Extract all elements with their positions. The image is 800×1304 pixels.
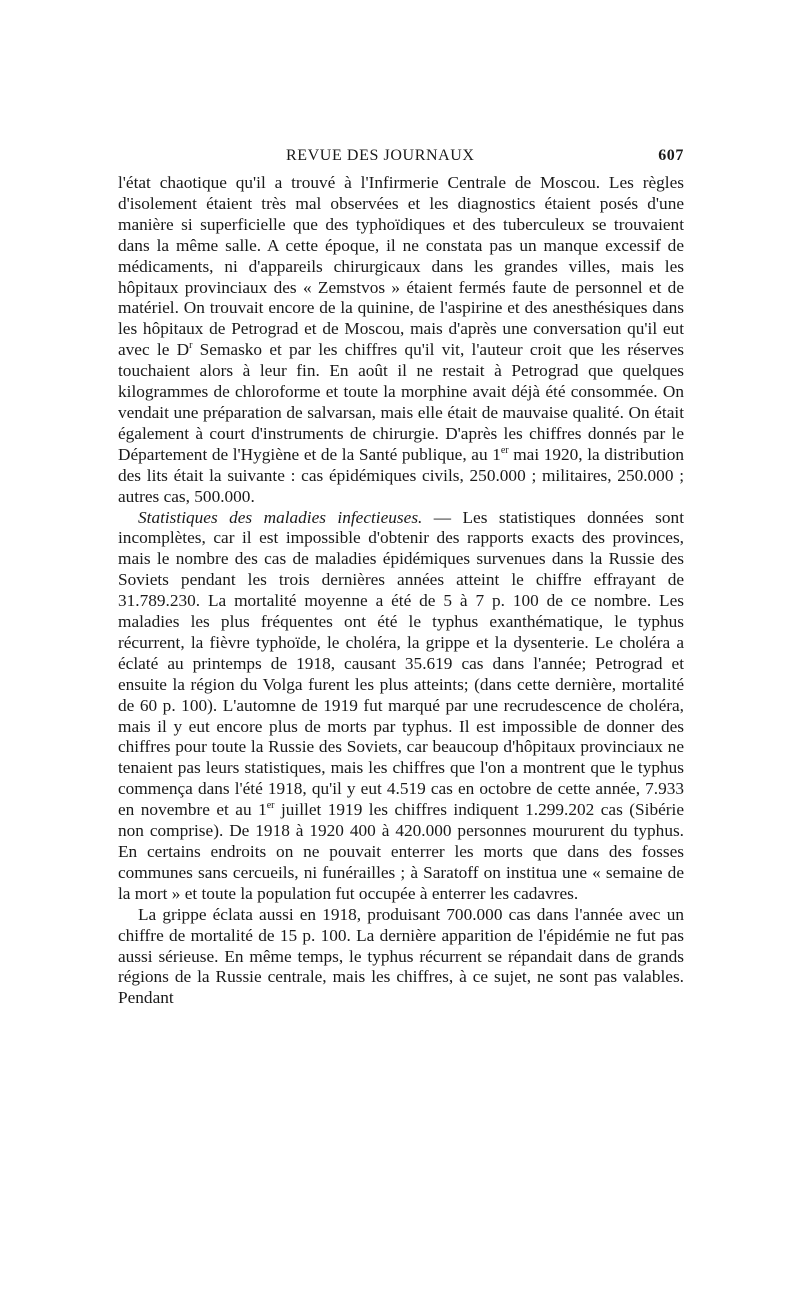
paragraph-1-part-b: Semasko et par les chiffres qu'il vit, l'auteur croit que les réserves touchaient alors à leur fin. En août il ne restait à Petrograd que quelques kilogrammes de chloroforme et toute la morphine avait déjà été consommée. On vendait une préparation de salvarsan, mais elle était de mauvaise qualité. On était également à court d'instruments de chirurgie. D'après les chiffres donnés par le Département de l'Hygiène et de la Santé publique, au 1 (118, 340, 684, 464)
superscript: er (500, 445, 509, 457)
page-number: 607 (658, 147, 684, 164)
body-text (118, 173, 684, 1009)
paragraph-2-part-a: — Les statistiques données sont incomplètes, car il est impossible d'obtenir des rapports exacts des provinces, mais le nombre des cas de maladies épidémiques survenues dans la Russie des Soviets pendant les trois dernières années atteint le chiffre effrayant de 31.789.230. La mortalité moyenne a été de 5 à 7 p. 100 de ce nombre. Les maladies les plus fréquentes ont été le typhus exanthématique, le typhus récurrent, la fièvre typhoïde, le choléra, la grippe et la dysenterie. Le choléra a éclaté au printemps de 1918, causant 35.619 cas dans l'année; Petrograd et ensuite la région du Volga furent les plus atteints; (dans cette dernière, mortalité de 60 p. 100). L'automne de 1919 fut marqué par une recrudescence de choléra, mais il y eut encore plus de morts par typhus. Il est impossible de donner des chiffres pour toute la Russie des Soviets, car beaucoup d'hôpitaux provinciaux ne tenaient pas leurs statistiques, mais les chiffres que l'on a montrent que le typhus commença dans l'été 1918, qu'il y eut 4.519 cas en octobre de cette année, 7.933 en novembre et au 1 (118, 507, 684, 820)
superscript: r (189, 340, 193, 352)
paragraph-2 (118, 508, 684, 905)
paragraph-1-part-c: mai 1920, la distribution des lits était la suivante : cas épidémiques civils, 250.000 ; militaires, 250.000 ; autres cas, 500.000. (118, 444, 684, 506)
superscript: er (266, 800, 275, 812)
paragraph-2-part-b: juillet 1919 les chiffres indiquent 1.299.202 cas (Sibérie non comprise). De 1918 à 1920 400 à 420.000 personnes moururent du typhus. En certains endroits on ne pouvait enterrer les morts que dans des fosses communes sans cercueils, ni funérailles ; à Saratoff on institua une « semaine de la mort » et toute la population fut occupée à enterrer les cadavres. (118, 800, 684, 903)
paragraph-1-part-a: l'état chaotique qu'il a trouvé à l'Infirmerie Centrale de Moscou. Les règles d'isolement étaient très mal observées et les diagnostics étaient posés d'une manière si superficielle que des typhoïdiques et des tuberculeux se trouvaient dans la même salle. A cette époque, il ne constata pas un manque excessif de médicaments, ni d'appareils chirurgicaux dans les grandes villes, mais les hôpitaux provinciaux des « Zemstvos » étaient fermés faute de personnel et de matériel. On trouvait encore de la quinine, de l'aspirine et des anesthésiques dans les hôpitaux de Petrograd et de Moscou, mais d'après une conversation qu'il eut avec le D (118, 173, 684, 360)
page (118, 143, 684, 1009)
paragraph-3: La grippe éclata aussi en 1918, produisant 700.000 cas dans l'année avec un chiffre de mortalité de 15 p. 100. La dernière apparition de l'épidémie ne fut pas aussi sérieuse. En même temps, le typhus récurrent se répandait dans de grands régions de la Russie centrale, mais les chiffres, à ce sujet, ne sont pas valables. Pendant (118, 904, 684, 1008)
running-head (118, 143, 684, 173)
paragraph-1 (118, 173, 684, 508)
running-title: REVUE DES JOURNAUX (286, 147, 475, 164)
section-heading: Statistiques des maladies infectieuses. (138, 507, 423, 527)
